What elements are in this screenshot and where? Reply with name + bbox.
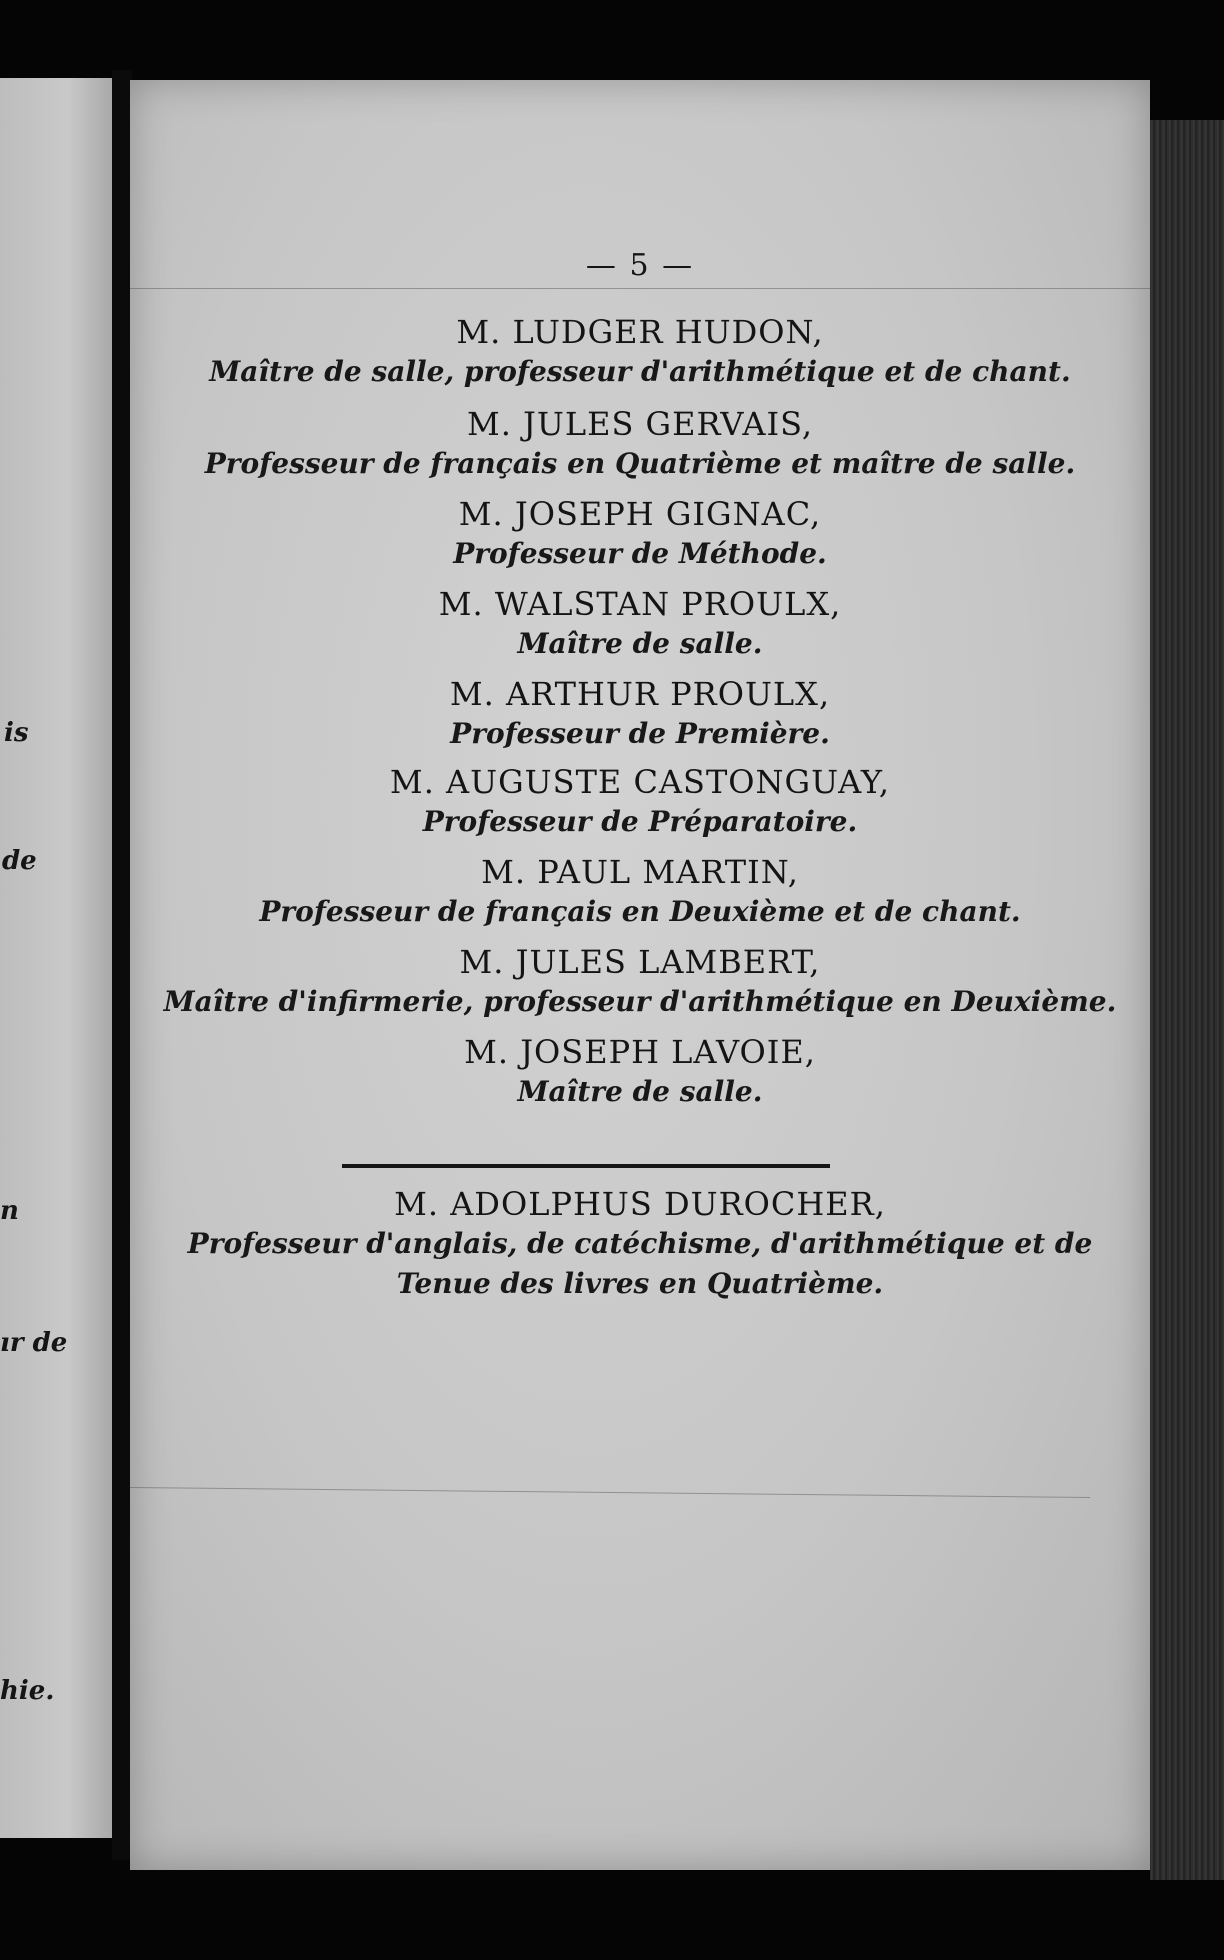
- staff-entry: [130, 1032, 1150, 1112]
- left-page-fragment: de: [2, 846, 37, 876]
- staff-entry: [130, 942, 1150, 1022]
- staff-name: M. AUGUSTE CASTONGUAY,: [389, 763, 891, 801]
- document-page: [130, 80, 1150, 1870]
- staff-entry: [130, 312, 1150, 392]
- staff-entry: [130, 584, 1150, 664]
- page-number: — 5 —: [585, 248, 695, 283]
- staff-entry: [130, 404, 1150, 484]
- staff-name: M. WALSTAN PROULX,: [438, 585, 842, 623]
- staff-role: Maître de salle, professeur d'arithmétique et de chant.: [209, 355, 1071, 388]
- left-page-fragment: n: [0, 1196, 19, 1226]
- staff-name: M. JULES LAMBERT,: [459, 943, 821, 981]
- staff-role: Professeur de Préparatoire.: [422, 805, 858, 838]
- staff-name: M. ARTHUR PROULX,: [449, 675, 831, 713]
- staff-entry: [130, 852, 1150, 932]
- left-page-fragment: is: [4, 718, 29, 748]
- staff-role: Professeur de français en Quatrième et maître de salle.: [204, 447, 1076, 480]
- section-rule: [342, 1164, 830, 1168]
- staff-name: M. JOSEPH GIGNAC,: [458, 495, 822, 533]
- staff-name: M. JOSEPH LAVOIE,: [464, 1033, 816, 1071]
- left-page-fragment: hie.: [0, 1676, 55, 1706]
- staff-role: Professeur de français en Deuxième et de chant.: [259, 895, 1021, 928]
- staff-role-continued: Tenue des livres en Quatrième.: [396, 1267, 884, 1300]
- staff-role: Maître de salle.: [517, 1075, 763, 1108]
- staff-role: Professeur de Première.: [450, 717, 830, 750]
- paper-fold-line: [130, 1487, 1090, 1498]
- staff-name: M. PAUL MARTIN,: [481, 853, 799, 891]
- staff-name: M. JULES GERVAIS,: [466, 405, 814, 443]
- staff-role: Maître de salle.: [517, 627, 763, 660]
- staff-role: Maître d'infirmerie, professeur d'arithmétique en Deuxième.: [163, 985, 1117, 1018]
- staff-entry: [130, 494, 1150, 574]
- staff-entry: [130, 674, 1150, 754]
- staff-role: Professeur de Méthode.: [453, 537, 827, 570]
- staff-name: M. LUDGER HUDON,: [456, 313, 824, 351]
- staff-role: Professeur d'anglais, de catéchisme, d'arithmétique et de: [187, 1227, 1093, 1260]
- staff-entry: [130, 1184, 1150, 1304]
- left-page-fragment: ır de: [0, 1328, 68, 1358]
- staff-entry: [130, 762, 1150, 842]
- page-edge-stack: [1150, 120, 1224, 1880]
- staff-name: M. ADOLPHUS DUROCHER,: [394, 1185, 886, 1223]
- book-gutter: [112, 70, 132, 1860]
- paper-fold-line: [130, 288, 1150, 289]
- left-facing-page: [0, 78, 112, 1838]
